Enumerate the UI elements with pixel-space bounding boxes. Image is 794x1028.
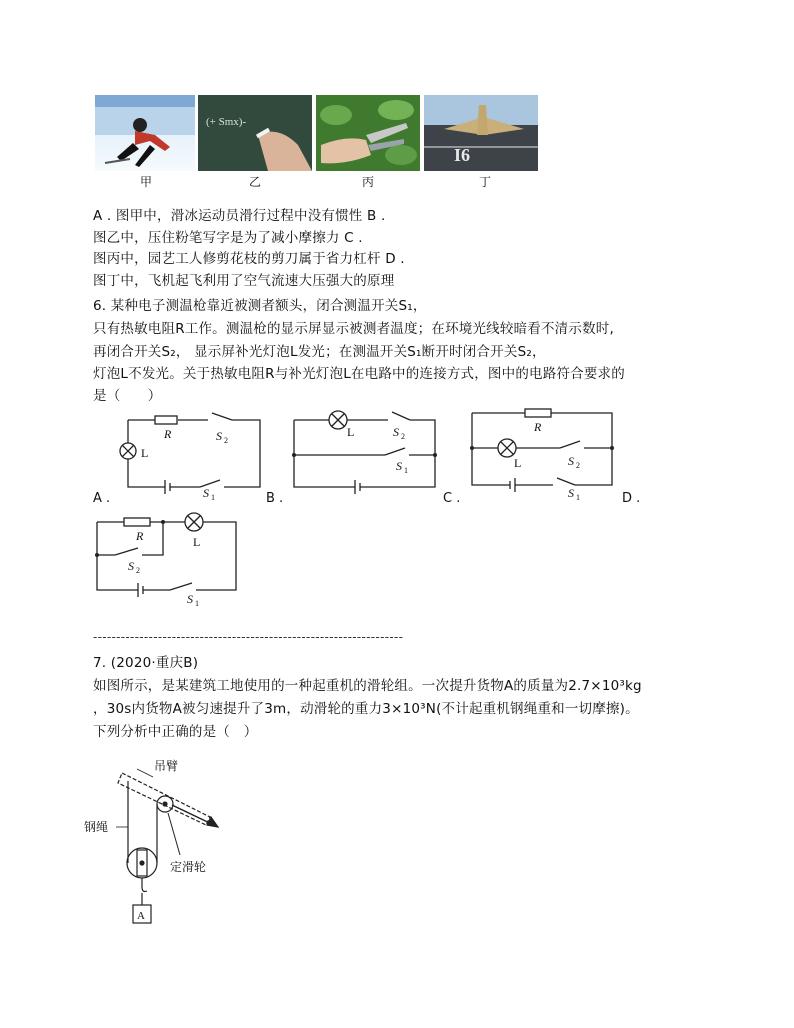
label-b-l: L [347, 425, 355, 439]
q7-line-4: 下列分析中正确的是（ ） [93, 724, 258, 740]
circuit-c [472, 409, 612, 492]
q7-line-3: ，30s内货物A被匀速提升了3m，动滑轮的重力3×10³N(不计起重机钢绳重和一切摩擦)。 [93, 701, 639, 717]
option-c[interactable]: C . [443, 491, 461, 506]
q6-line-4: 灯泡L不发光。关于热敏电阻R与补光灯泡L在电路中的连接方式，图中的电路符合要求的 [93, 366, 625, 382]
label-d-s1-sub: 1 [195, 599, 199, 608]
svg-text:I6: I6 [454, 145, 471, 165]
q6-line-2: 只有热敏电阻R工作。测温枪的显示屏显示被测者温度；在环境光线较暗看不清示数时, [93, 321, 614, 337]
label-a-l: L [141, 446, 149, 460]
q6-line-1: 6. 某种电子测温枪靠近被测者额头，闭合测温开关S₁， [93, 298, 427, 314]
svg-text:(+ Smx)-: (+ Smx)- [206, 116, 247, 128]
circuit-d [97, 513, 236, 597]
label-d-s2: S [128, 559, 134, 573]
label-c-s2-sub: 2 [576, 461, 580, 470]
q7-line-1: 7. (2020·重庆B) [93, 655, 199, 671]
label-b-s1: S [396, 459, 402, 473]
label-a-s1: S [203, 486, 209, 500]
label-b-s2-sub: 2 [401, 432, 405, 441]
caption-yi: 乙 [249, 175, 262, 189]
label-d-s1: S [187, 592, 193, 606]
caption-bing: 丙 [362, 175, 375, 189]
label-a-r: R [164, 427, 172, 441]
label-c-s1-sub: 1 [576, 493, 580, 502]
skater-photo [95, 95, 195, 171]
label-c-s2: S [568, 454, 574, 468]
label-c-s1: S [568, 486, 574, 500]
label-boom: 吊臂 [154, 759, 179, 773]
q7-line-2: 如图所示，是某建筑工地使用的一种起重机的滑轮组。一次提升货物A的质量为2.7×10³kg [93, 678, 642, 694]
label-a-s-sub: 2 [224, 436, 228, 445]
label-a-s1-sub: 1 [211, 493, 215, 502]
label-d-s2-sub: 2 [136, 566, 140, 575]
circuit-b [294, 411, 435, 494]
label-cargo-a: A [137, 910, 145, 922]
circuit-diagrams [0, 400, 794, 610]
caption-jia: 甲 [140, 175, 153, 189]
caption-ding: 丁 [479, 175, 492, 189]
label-d-r: R [136, 529, 144, 543]
q5-line-4: 图丁中，飞机起飞利用了空气流速大压强大的原理 [93, 273, 395, 289]
label-c-l: L [514, 456, 522, 470]
label-b-s1-sub: 1 [404, 466, 408, 475]
label-b-s2: S [393, 425, 399, 439]
divider-line: ------------------------------------------------------------------- [93, 630, 404, 644]
q5-line-2: 图乙中，压住粉笔写字是为了减小摩擦力 C . [93, 230, 363, 246]
label-d-l: L [193, 535, 201, 549]
pruning-shears-photo [316, 95, 420, 171]
crane-pulley-diagram [80, 755, 240, 930]
q5-line-3: 图丙中，园艺工人修剪花枝的剪刀属于省力杠杆 D . [93, 251, 405, 267]
label-fixed-pulley: 定滑轮 [170, 860, 207, 874]
q6-line-5: 是（ ） [93, 388, 162, 404]
jet-fighter-photo [424, 95, 538, 171]
q5-line-1: A . 图甲中，滑冰运动员滑行过程中没有惯性 B . [93, 208, 386, 224]
q6-line-3: 再闭合开关S₂， 显示屏补光灯泡L发光；在测温开关S₁断开时闭合开关S₂， [93, 344, 546, 360]
label-a-s: S [216, 429, 222, 443]
option-a[interactable]: A . [93, 491, 111, 506]
label-c-r: R [534, 420, 542, 434]
chalkboard-photo [198, 95, 312, 171]
option-d[interactable]: D . [622, 491, 641, 506]
label-rope: 钢绳 [84, 820, 109, 834]
option-b[interactable]: B . [266, 491, 284, 506]
